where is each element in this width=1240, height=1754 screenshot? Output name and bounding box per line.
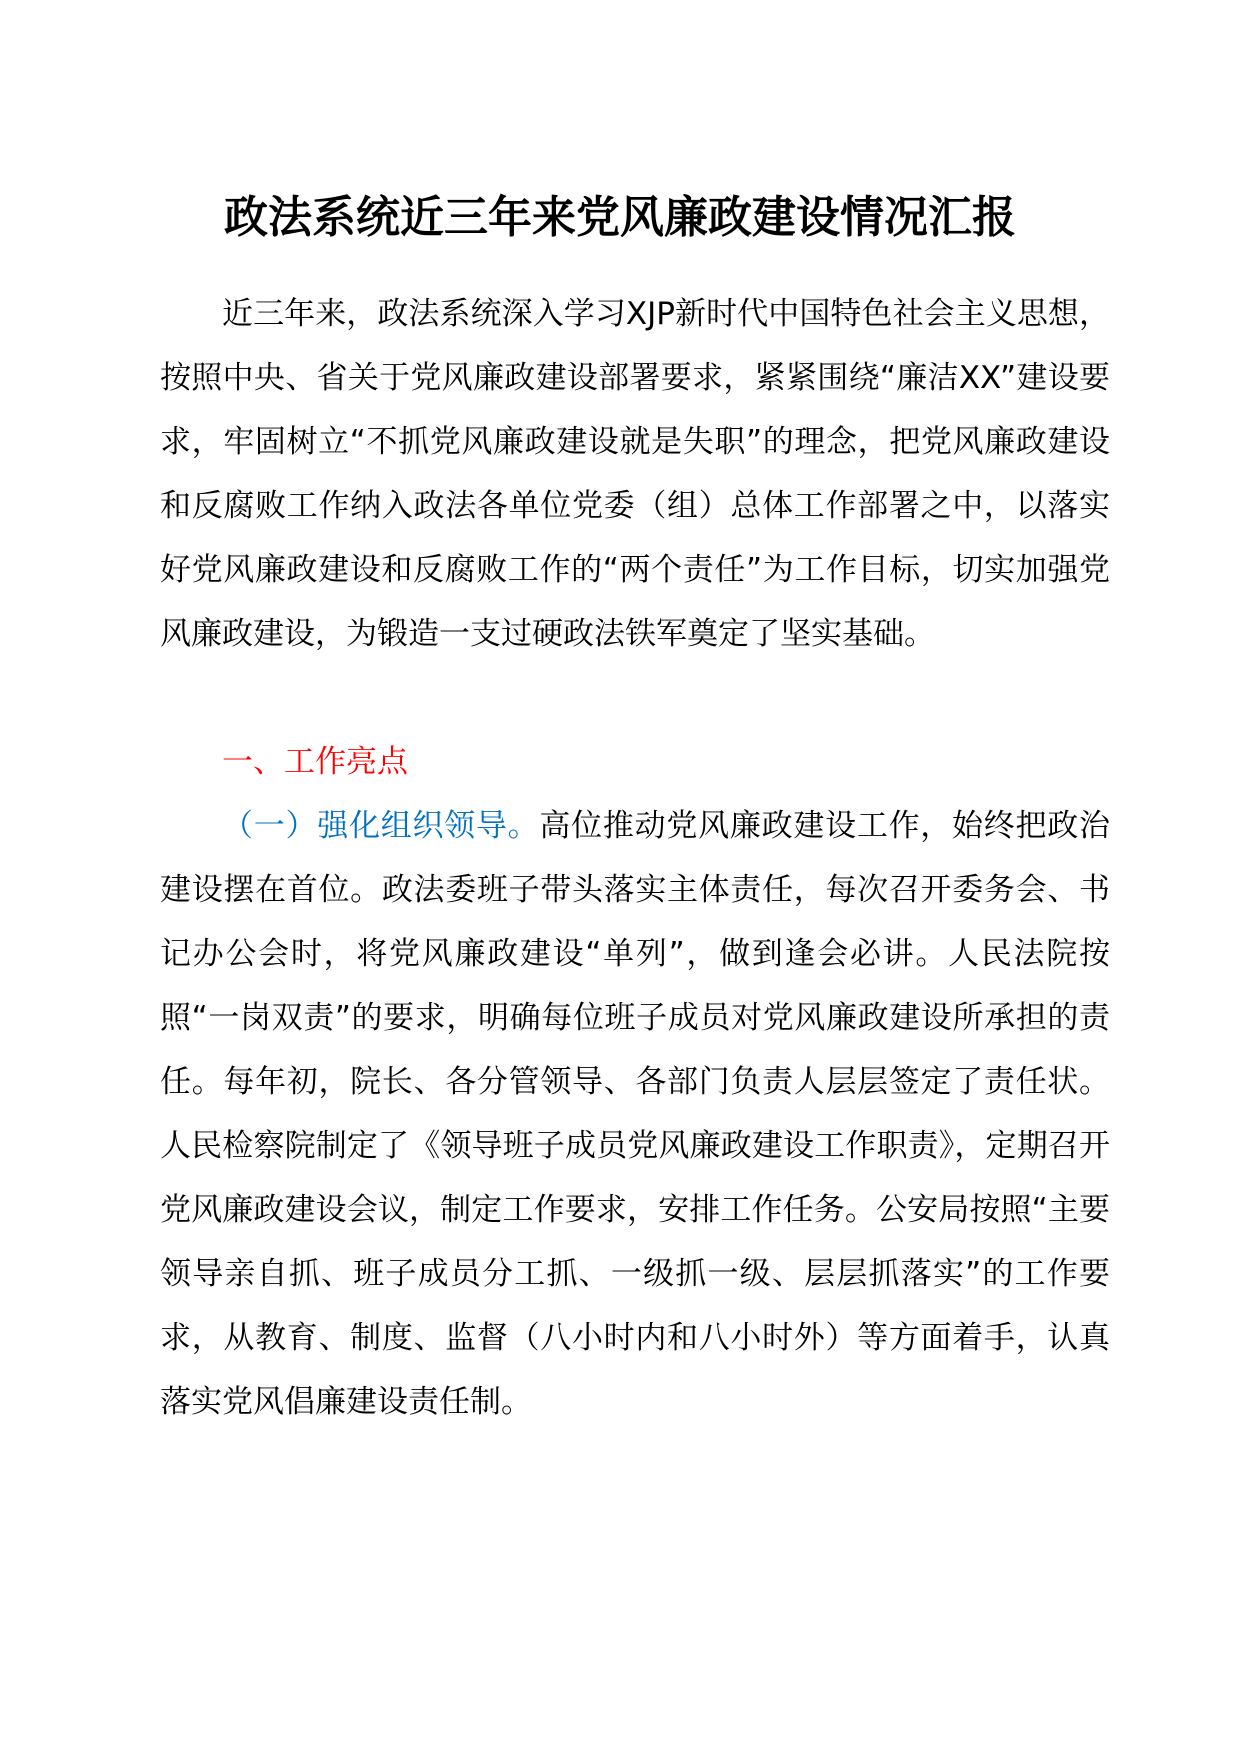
document-title: 政法系统近三年来党风廉政建设情况汇报 (224, 192, 1016, 243)
section-1-paragraph (160, 794, 1110, 1434)
subheading-strengthen-leadership: （一）强化组织领导。 (222, 808, 540, 844)
section-heading-work-highlights: 一、工作亮点 (222, 744, 408, 780)
section-1-body-text: 高位推动党风廉政建设工作，始终把政治建设摆在首位。政法委班子带头落实主体责任，每次召开委务会、书记办公会时，将党风廉政建设“单列”，做到逢会必讲。人民法院按照“一岗双责”的要求，明确每位班子成员对党风廉政建设所承担的责任。每年初，院长、各分管领导、各部门负责人层层签定了责任状。人民检察院制定了《领导班子成员党风廉政建设工作职责》，定期召开党风廉政建设会议，制定工作要求，安排工作任务。公安局按照“主要领导亲自抓、班子成员分工抓、一级抓一级、层层抓落实”的工作要求，从教育、制度、监督（八小时内和八小时外）等方面着手，认真落实党风倡廉建设责任制。 (160, 808, 1111, 1420)
intro-paragraph: 近三年来，政法系统深入学习XJP新时代中国特色社会主义思想，按照中央、省关于党风廉政建设部署要求，紧紧围绕“廉洁XX”建设要求，牢固树立“不抓党风廉政建设就是失职”的理念，把党风廉政建设和反腐败工作纳入政法各单位党委（组）总体工作部署之中，以落实好党风廉政建设和反腐败工作的“两个责任”为工作目标，切实加强党风廉政建设，为锻造一支过硬政法铁军奠定了坚实基础。 (160, 296, 1110, 652)
